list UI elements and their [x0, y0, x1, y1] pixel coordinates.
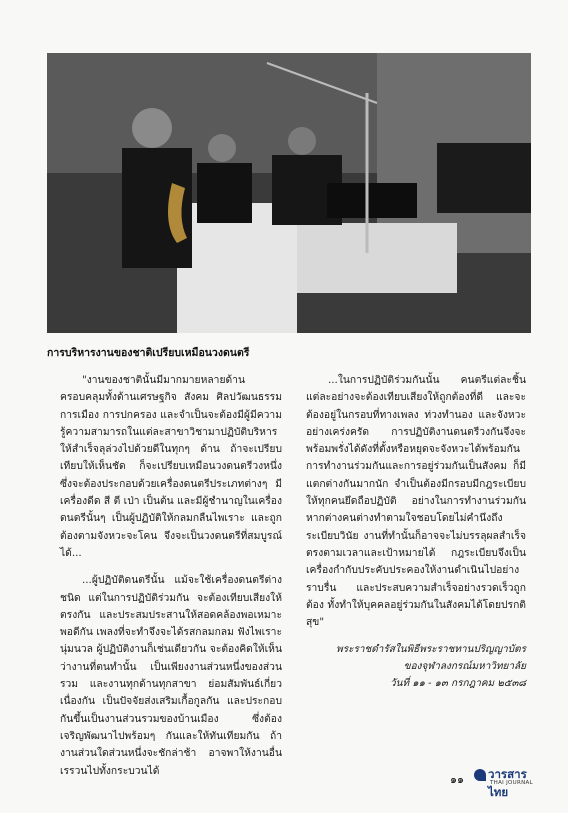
photograph-band-performance-icon	[47, 53, 531, 333]
journal-logo-icon	[474, 769, 486, 781]
page-number: ๑๑	[450, 773, 464, 786]
left-paragraph: "งานของชาตินั้นมีมากมายหลายด้าน ครอบคลุมทั้งด้านเศรษฐกิจ สังคม ศิลปวัฒนธรรม การเมือง การปกครอง และจำเป็นจะต้องมีผู้มีความรู้ความสามารถในแต่ละสาขาวิชามาปฏิบัติบริหารให้สำเร็จลุล่วงไปด้วยดีในทุกๆ ด้าน ถ้าจะเปรียบเทียบให้เห็นชัด ก็จะเปรียบเหมือนวงดนตรีวงหนึ่ง ซึ่งจะต้องประกอบด้วยเครื่องดนตรีประเภทต่างๆ มีเครื่องดีด สี ตี เป่า เป็นต้น และมีผู้ชำนาญในเครื่องดนตรีนั้นๆ เป็นผู้ปฏิบัติให้กลมกลืนไพเราะ และถูกต้องตามจังหวะจะโคน จึงจะเป็นวงดนตรีที่สมบูรณ์ได้...	[60, 374, 282, 559]
speech-credit	[306, 641, 526, 692]
credit-date: วันที่ ๑๑ - ๑๓ กรกฎาคม ๒๕๓๘	[390, 678, 526, 690]
photo-caption: การบริหารงานของชาติเปรียบเหมือนวงดนตรี	[47, 347, 250, 359]
left-paragraph: ...ผู้ปฏิบัติดนตรีนั้น แม้จะใช้เครื่องดนตรีต่างชนิด แต่ในการปฏิบัติร่วมกัน จะต้องเทียบเสียงให้ตรงกัน และประสมประสานให้สอดคล้องพอเหมาะพอดีกัน เพลงที่จะทำจึงจะได้รสกลมกลม ฟังไพเราะนุ่มนวล ผู้ปฏิบัติงานก็เช่นเดียวกัน จะต้องคิดให้เห็นว่างานที่ตนทำนั้น เป็นเพียงงานส่วนหนึ่งของส่วนรวม และงานทุกด้านทุกสาขา ย่อมสัมพันธ์เกี่ยวเนื่องกัน เป็นปัจจัยส่งเสริมเกื้อกูลกัน และประกอบกันขึ้นเป็นงานส่วนรวมของบ้านเมือง ซึ่งต้องเจริญพัฒนาไปพร้อมๆ กันและให้ทันเทียมกัน ถ้างานส่วนใดส่วนหนึ่งจะชักล่าช้า อาจพาให้งานอื่นเรรวนไปทั้งกระบวนได้	[60, 574, 282, 777]
journal-logo	[474, 766, 538, 799]
credit-line: ของจุฬาลงกรณ์มหาวิทยาลัย	[403, 661, 526, 673]
credit-line: พระราชดำรัสในพิธีพระราชทานปริญญาบัตร	[336, 644, 526, 656]
right-paragraph: ...ในการปฏิบัติร่วมกันนั้น คนตรีแต่ละชิ้นแต่ละอย่างจะต้องเทียบเสียงให้ถูกต้องที่ดี และจะต้องอยู่ในกรอบที่ทางเพลง ท่วงทำนอง และจังหวะอย่างเคร่งครัด การปฏิบัติงานดนตรีวงกันจึงจะพร้อมพรั่งได้ดังที่ตั้งหรือหยุดจะจังหวะได้พร้อมกัน การทำงานร่วมกันและการอยู่ร่วมกันเป็นสังคม ก็มีแตกต่างกันมากนัก จำเป็นต้องมีกรอบมีกฎระเบียบให้ทุกคนยึดถือปฏิบัติ อย่างในการทำงานร่วมกัน หากต่างคนต่างทำตามใจชอบโดยไม่คำนึงถึงระเบียบวินัย งานที่ทำนั้นก็อาจจะไม่บรรลุผลสำเร็จตรงตามเวลาและเป้าหมายได้ กฎระเบียบจึงเป็นเครื่องกำกับประคับประคองให้งานดำเนินไปอย่างราบรื่น และประสบความสำเร็จอย่างรวดเร็วถูกต้อง ทั้งทำให้บุคคลอยู่ร่วมกันในสังคมได้โดยปรกติสุข"	[306, 374, 526, 629]
right-column	[306, 372, 526, 692]
journal-subtitle: THAI JOURNAL	[490, 780, 533, 786]
band-photograph	[47, 53, 531, 333]
journal-title: วารสารไทย	[488, 767, 527, 799]
left-column	[60, 372, 282, 780]
